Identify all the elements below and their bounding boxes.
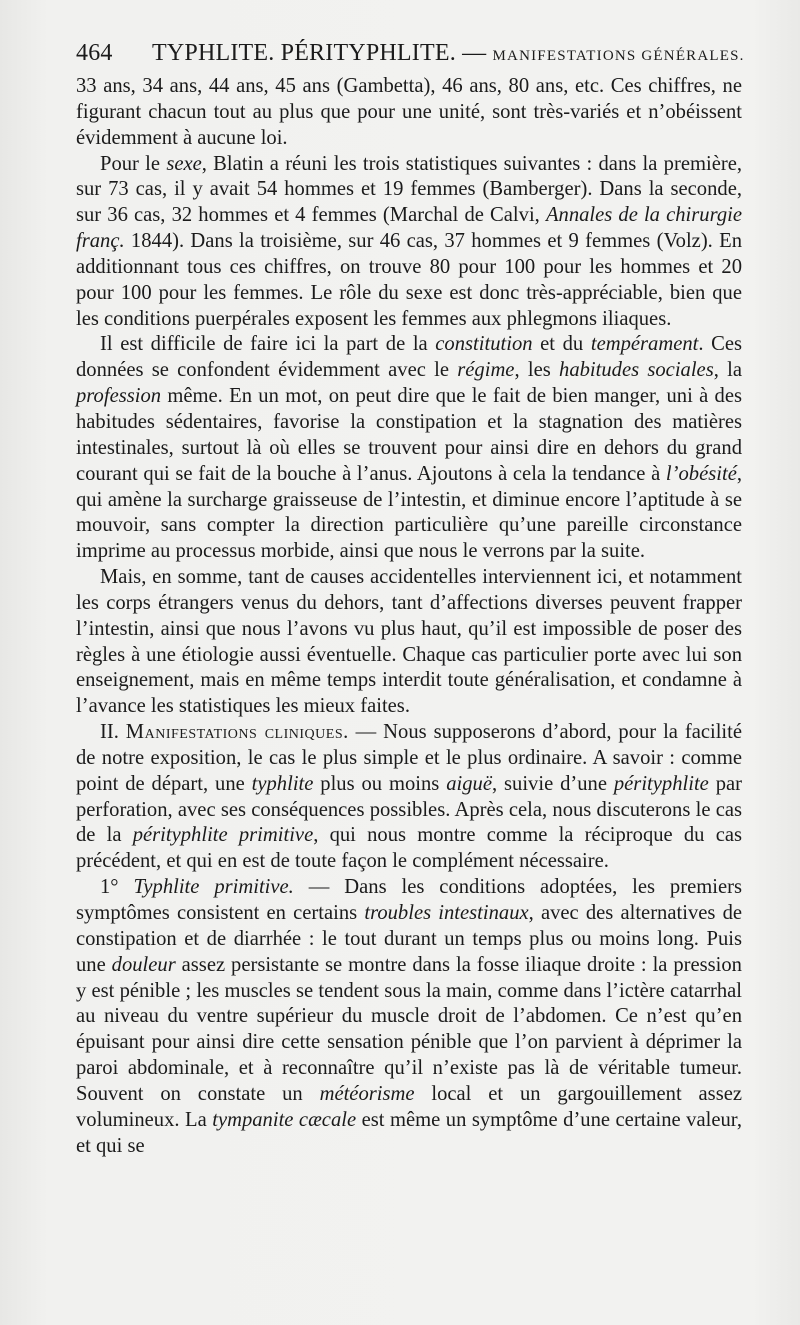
- paragraph: [76, 875, 742, 1159]
- italic-text: pérityphlite primitive: [132, 824, 314, 847]
- text-run: , suivie d’une: [491, 772, 614, 795]
- paragraph: [76, 720, 742, 875]
- italic-text: troubles intestinaux: [364, 902, 529, 924]
- text-run: , la: [713, 359, 742, 382]
- italic-text: tympanite cæcale: [212, 1108, 357, 1131]
- text-run: 1°: [100, 876, 134, 899]
- text-run: — Nous supposerons d’abord, pour la facilité de notre exposition, le cas le plus simple et le plus ordinaire. A savoir : comme point de départ, une: [76, 721, 743, 795]
- page-number: 464: [76, 40, 113, 66]
- header-title: TYPHLITE. PÉRITYPHLITE. —: [152, 40, 487, 66]
- italic-text: constitution: [435, 333, 533, 356]
- header-subtitle: MANIFESTATIONS GÉNÉRALES.: [492, 48, 745, 64]
- text-run: , avec des alternatives de constipation et de diarrhée : le tout durant un temps plus ou moins long. Puis une: [76, 902, 743, 976]
- text-run: Pour le: [100, 152, 167, 175]
- text-run: . Ces données se confondent évidemment avec le: [76, 333, 743, 382]
- italic-text: profession: [76, 385, 162, 408]
- section-heading: Manifestations cliniques.: [125, 721, 349, 744]
- text-run: Il est difficile de faire ici la part de la: [100, 333, 436, 356]
- text-run: Mais, en somme, tant de causes accidentelles interviennent ici, et notamment les corps étrangers venus du dehors, tant d’affections diverses peuvent frapper l’intestin, ainsi que nous l’avons vu plus haut, qu’il est impossible de poser des règles à une étiologie aussi éventuelle. Chaque cas particulier porte avec lui son enseignement, mais en même temps interdit toute généralisation, et condamne à l’avance les statistiques les mieux faites.: [76, 566, 742, 718]
- text-run: et du: [532, 333, 591, 356]
- italic-text: Typhlite primitive.: [133, 876, 294, 899]
- italic-text: Annales de la chirurgie franç.: [76, 204, 742, 253]
- text-run: local et un gargouillement assez volumineux. La: [76, 1082, 742, 1131]
- italic-text: tempérament: [590, 333, 699, 356]
- page-body: [76, 74, 742, 1159]
- italic-text: sexe: [166, 152, 202, 175]
- text-run: , qui nous montre comme la réciproque du cas précédent, et qui en est de toute façon le complément nécessaire.: [76, 824, 742, 873]
- paragraph: [76, 565, 742, 720]
- text-run: même. En un mot, on peut dire que le fait de bien manger, uni à des habitudes sédentaires, favorise la constipation et la stagnation des matières intestinales, surtout là où elles se trouvent pour ainsi dire en dehors du grand courant qui se fait de la bouche à l’anus. Ajoutons à cela la tendance à: [76, 385, 742, 485]
- text-run: est même un symptôme d’une certaine valeur, et qui se: [76, 1108, 742, 1157]
- text-run: II.: [100, 721, 126, 744]
- italic-text: douleur: [111, 953, 176, 976]
- paragraph: [76, 152, 742, 333]
- running-header: [76, 40, 745, 70]
- text-run: , les: [514, 359, 560, 382]
- text-run: 1844). Dans la troisième, sur 46 cas, 37 hommes et 9 femmes (Volz). En additionnant tous ces chiffres, on trouve 80 pour 100 pour les hommes et 20 pour 100 pour les femmes. Le rôle du sexe est donc très-appréciable, bien que les conditions puerpérales exposent les femmes aux phlegmons iliaques.: [76, 230, 742, 330]
- italic-text: aiguë: [446, 772, 492, 795]
- italic-text: météorisme: [319, 1082, 415, 1105]
- italic-text: l’obésité: [665, 462, 737, 485]
- text-run: assez persistante se montre dans la fosse iliaque droite : la pression y est pénible ; les muscles se tendent sous la main, comme dans l’ictère catarrhal au niveau du ventre supérieur du muscle droit de l’abdomen. Ce n’est qu’en épuisant pour ainsi dire cette sensation pénible que l’on parvient à déprimer la paroi abdominale, et à reconnaître qu’il n’existe pas là de véritable tumeur. Souvent on constate un: [76, 953, 742, 1105]
- text-run: plus ou moins: [313, 772, 447, 795]
- running-title: [152, 40, 745, 67]
- paragraph: [76, 332, 742, 565]
- italic-text: régime: [457, 359, 515, 382]
- text-run: 33 ans, 34 ans, 44 ans, 45 ans (Gambetta), 46 ans, 80 ans, etc. Ces chiffres, ne figurant chacun tout au plus que pour une unité, sont très-variés et n’obéissent évidemment à aucune loi.: [76, 75, 742, 149]
- italic-text: habitudes sociales: [559, 359, 714, 382]
- italic-text: typhlite: [251, 772, 314, 795]
- text-run: — Dans les conditions adoptées, les premiers symptômes consistent en certains: [76, 876, 742, 924]
- text-run: , qui amène la surcharge graisseuse de l’intestin, et diminue encore l’aptitude à se mouvoir, sans compter la direction particulière qu’une pareille circonstance imprime au processus morbide, ainsi que nous le verrons par la suite.: [76, 462, 742, 563]
- paragraph: [76, 74, 742, 152]
- italic-text: pérityphlite: [613, 772, 709, 795]
- text-run: par perforation, avec ses conséquences possibles. Après cela, nous discuterons le cas de la: [76, 772, 742, 847]
- text-run: , Blatin a réuni les trois statistiques suivantes : dans la première, sur 73 cas, il y avait 54 hommes et 19 femmes (Bamberger). Dans la seconde, sur 36 cas, 32 hommes et 4 femmes (Marchal de Calvi,: [76, 152, 742, 227]
